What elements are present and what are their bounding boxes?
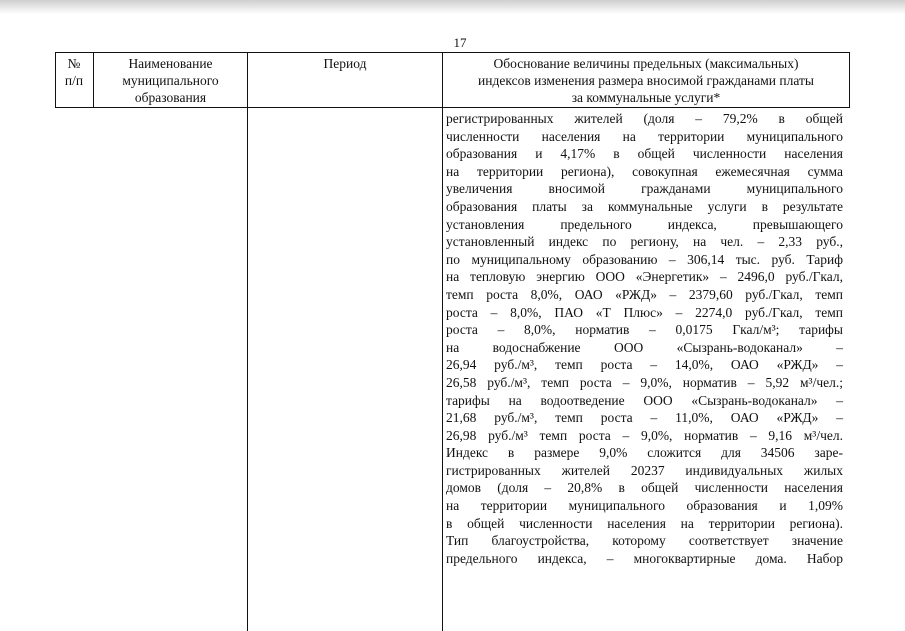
- header-municipality-text: Наименование муниципального образования: [122, 56, 219, 105]
- header-municipality: [94, 55, 247, 106]
- justification-text: [446, 110, 843, 567]
- header-number: [55, 55, 93, 89]
- text-line: установления предельного индекса, превышающего: [446, 216, 843, 232]
- text-line: тарифы на водоотведение ООО «Сызрань-водоканал» –: [446, 392, 843, 408]
- text-line: Тип благоустройства, которому соответствует значение: [446, 533, 843, 549]
- text-line: 26,94 руб./м³, темп роста – 14,0%, ОАО «РЖД» –: [446, 357, 843, 373]
- text-line: увеличения вносимой гражданами муниципального: [446, 181, 843, 197]
- text-line: 26,98 руб./м³ темп роста – 9,0%, норматив – 9,16 м³/чел.: [446, 427, 843, 443]
- scan-edge-shadow: [0, 0, 905, 14]
- text-line: по муниципальному образованию – 306,14 тыс. руб. Тариф: [446, 251, 843, 267]
- column-divider: [442, 52, 443, 631]
- text-line: предельного индекса, – многоквартирные дома. Набор: [446, 550, 843, 566]
- text-line: гистрированных жителей 20237 индивидуальных жилых: [446, 462, 843, 478]
- text-line: 21,68 руб./м³, темп роста – 11,0%, ОАО «РЖД» –: [446, 410, 843, 426]
- text-line: установленный индекс по региону, на чел. – 2,33 руб.,: [446, 234, 843, 250]
- text-line: численности населения на территории муниципального: [446, 128, 843, 144]
- text-line: 26,58 руб./м³, темп роста – 9,0%, норматив – 5,92 м³/чел.;: [446, 374, 843, 390]
- text-line: темп роста 8,0%, ОАО «РЖД» – 2379,60 руб./Гкал, темп: [446, 286, 843, 302]
- header-period-text: Период: [323, 56, 367, 71]
- text-line: на территории региона), совокупная ежемесячная сумма: [446, 163, 843, 179]
- page-number: 17: [453, 35, 467, 50]
- text-line: в общей численности населения на территории региона).: [446, 515, 843, 531]
- header-number-text: № п/п: [64, 56, 84, 88]
- text-line: образования и 4,17% в общей численности населения: [446, 146, 843, 162]
- header-justification-text: Обоснование величины предельных (максимальных) индексов изменения размера вносимой гражданами платы за коммунальные услуги*: [478, 56, 814, 105]
- column-divider: [247, 52, 248, 631]
- header-period: [248, 55, 442, 72]
- header-justification: [443, 55, 849, 106]
- text-line: образования платы за коммунальные услуги в результате: [446, 198, 843, 214]
- text-line: домов (доля – 20,8% в общей численности населения: [446, 480, 843, 496]
- text-line: регистрированных жителей (доля – 79,2% в общей: [446, 111, 843, 126]
- text-line: Индекс в размере 9,0% сложится для 34506 заре-: [446, 445, 843, 461]
- text-line: на тепловую энергию ООО «Энергетик» – 2496,0 руб./Гкал,: [446, 269, 843, 285]
- text-line: на территории муниципального образования и 1,09%: [446, 498, 843, 514]
- text-line: на водоснабжение ООО «Сызрань-водоканал» –: [446, 339, 843, 355]
- text-line: роста – 8,0%, норматив – 0,0175 Гкал/м³; тарифы: [446, 322, 843, 338]
- text-line: роста – 8,0%, ПАО «Т Плюс» – 2274,0 руб./Гкал, темп: [446, 304, 843, 320]
